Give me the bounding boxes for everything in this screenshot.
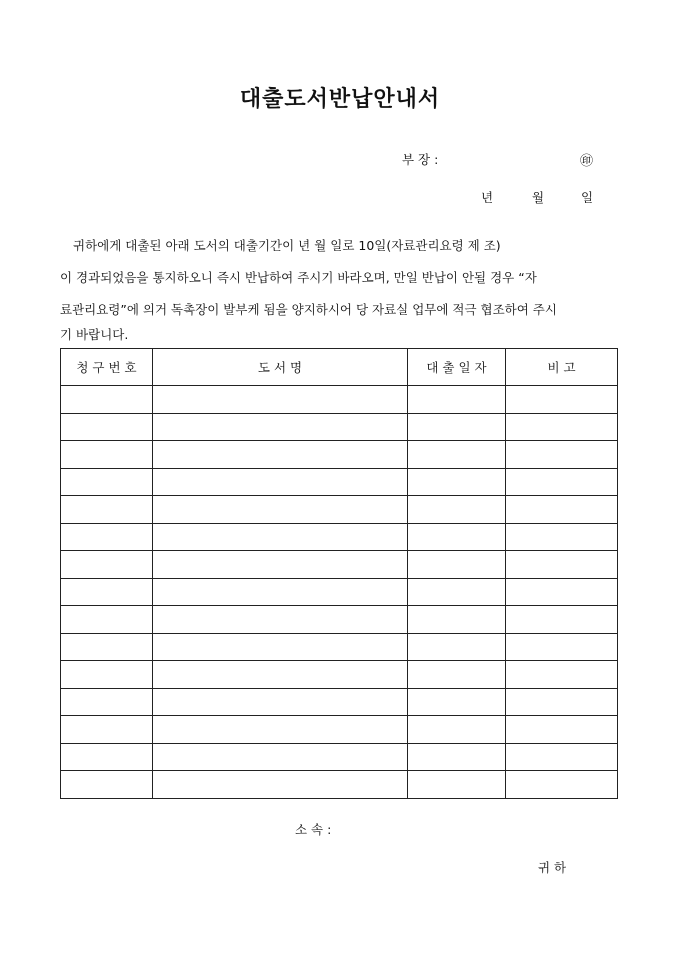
- book-title-cell: [153, 661, 408, 689]
- loan-date-cell: [408, 633, 506, 661]
- remarks-cell: [506, 496, 618, 524]
- book-title-cell: [153, 688, 408, 716]
- column-header-remarks: 비 고: [506, 349, 618, 386]
- call-number-cell: [61, 468, 153, 496]
- table-row: [61, 661, 618, 689]
- remarks-cell: [506, 771, 618, 799]
- column-header-call-number: 청 구 번 호: [61, 349, 153, 386]
- call-number-cell: [61, 633, 153, 661]
- book-title-cell: [153, 413, 408, 441]
- book-title-cell: [153, 633, 408, 661]
- loan-date-cell: [408, 441, 506, 469]
- call-number-cell: [61, 688, 153, 716]
- table-row: [61, 468, 618, 496]
- loan-date-cell: [408, 771, 506, 799]
- remarks-cell: [506, 716, 618, 744]
- remarks-cell: [506, 606, 618, 634]
- remarks-cell: [506, 688, 618, 716]
- remarks-cell: [506, 441, 618, 469]
- loan-date-cell: [408, 386, 506, 414]
- table-row: [61, 716, 618, 744]
- book-title-cell: [153, 743, 408, 771]
- call-number-cell: [61, 441, 153, 469]
- book-title-cell: [153, 468, 408, 496]
- table-row: [61, 441, 618, 469]
- book-title-cell: [153, 441, 408, 469]
- loan-date-cell: [408, 413, 506, 441]
- table-row: [61, 633, 618, 661]
- call-number-cell: [61, 496, 153, 524]
- loan-date-cell: [408, 661, 506, 689]
- book-title-cell: [153, 578, 408, 606]
- table-header-row: [61, 349, 618, 386]
- loan-date-cell: [408, 716, 506, 744]
- call-number-cell: [61, 771, 153, 799]
- book-title-cell: [153, 523, 408, 551]
- call-number-cell: [61, 606, 153, 634]
- book-title-cell: [153, 551, 408, 579]
- dept-head-label: 부 장 :: [402, 152, 439, 167]
- table-row: [61, 551, 618, 579]
- date-year-label: 년: [481, 190, 494, 205]
- table-row: [61, 743, 618, 771]
- table-row: [61, 771, 618, 799]
- loan-date-cell: [408, 606, 506, 634]
- loan-date-cell: [408, 468, 506, 496]
- book-title-cell: [153, 716, 408, 744]
- call-number-cell: [61, 551, 153, 579]
- notice-line-4: 기 바랍니다.: [60, 327, 129, 342]
- remarks-cell: [506, 386, 618, 414]
- call-number-cell: [61, 661, 153, 689]
- honorific-label: 귀 하: [538, 860, 567, 875]
- table-row: [61, 386, 618, 414]
- call-number-cell: [61, 413, 153, 441]
- call-number-cell: [61, 716, 153, 744]
- loan-date-cell: [408, 688, 506, 716]
- call-number-cell: [61, 386, 153, 414]
- remarks-cell: [506, 578, 618, 606]
- remarks-cell: [506, 743, 618, 771]
- loan-date-cell: [408, 743, 506, 771]
- remarks-cell: [506, 523, 618, 551]
- loan-date-cell: [408, 551, 506, 579]
- remarks-cell: [506, 661, 618, 689]
- table-row: [61, 606, 618, 634]
- page-title: 대출도서반납안내서: [239, 86, 441, 112]
- book-title-cell: [153, 386, 408, 414]
- table-row: [61, 523, 618, 551]
- column-header-loan-date: 대 출 일 자: [408, 349, 506, 386]
- notice-line-3: 료관리요령”에 의거 독촉장이 발부케 됨을 양지하시어 당 자료실 업무에 적극 협조하여 주시: [60, 302, 557, 317]
- call-number-cell: [61, 523, 153, 551]
- date-month-label: 월: [532, 190, 545, 205]
- book-title-cell: [153, 496, 408, 524]
- table-row: [61, 413, 618, 441]
- notice-line-1: 귀하에게 대출된 아래 도서의 대출기간이 년 월 일로 10일(자료관리요령 제 조): [73, 238, 501, 253]
- book-title-cell: [153, 606, 408, 634]
- call-number-cell: [61, 743, 153, 771]
- notice-paragraph: [60, 230, 617, 342]
- remarks-cell: [506, 413, 618, 441]
- call-number-cell: [61, 578, 153, 606]
- table-row: [61, 496, 618, 524]
- remarks-cell: [506, 468, 618, 496]
- affiliation-label: 소 속 :: [295, 822, 332, 837]
- book-title-cell: [153, 771, 408, 799]
- table-body: [61, 386, 618, 799]
- notice-line-2: 이 경과되었음을 통지하오니 즉시 반납하여 주시기 바라오며, 만일 반납이 안될 경우 “자: [60, 270, 537, 285]
- loan-date-cell: [408, 496, 506, 524]
- loan-date-cell: [408, 523, 506, 551]
- column-header-book-title: 도 서 명: [153, 349, 408, 386]
- seal-mark-icon: ㊞: [580, 154, 594, 169]
- table-row: [61, 688, 618, 716]
- remarks-cell: [506, 551, 618, 579]
- date-day-label: 일: [581, 190, 594, 205]
- book-list-table: [60, 348, 618, 799]
- loan-date-cell: [408, 578, 506, 606]
- table-row: [61, 578, 618, 606]
- remarks-cell: [506, 633, 618, 661]
